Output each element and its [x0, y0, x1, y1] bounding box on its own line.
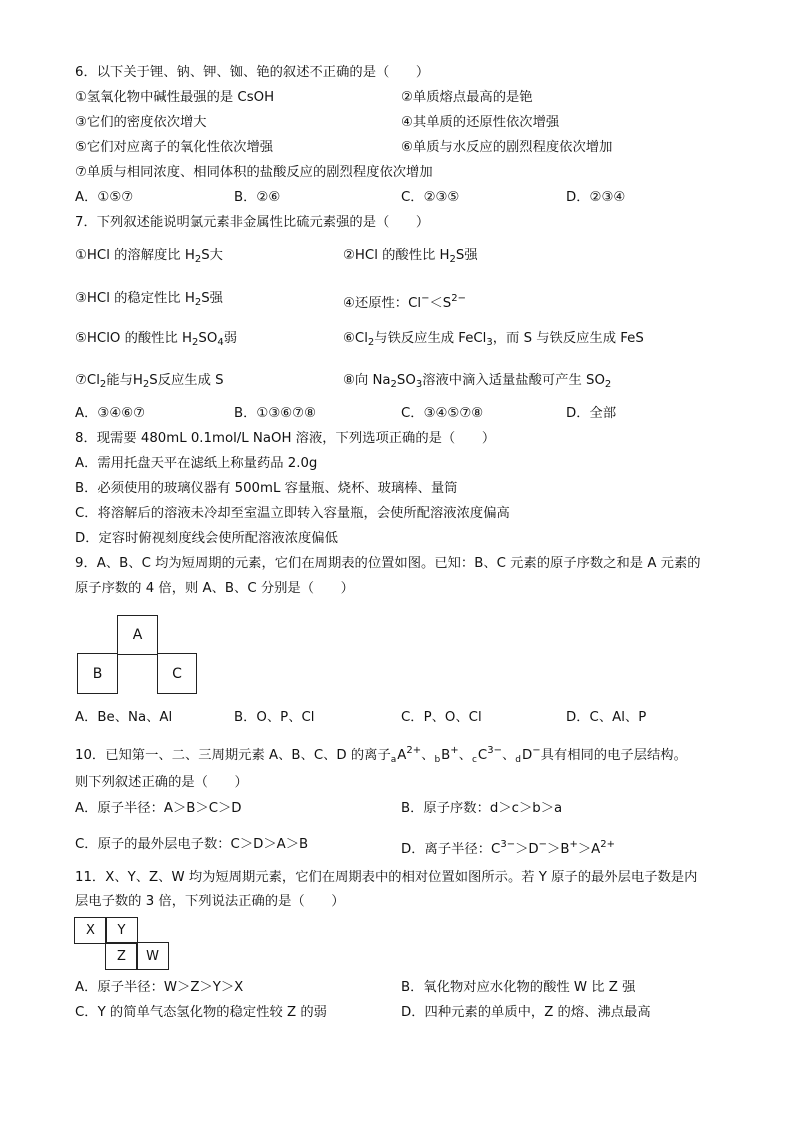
q7-stem: 7．下列叙述能说明氯元素非金属性比硫元素强的是（ ）	[75, 215, 430, 230]
q11-stem-line-2: 层电子数的 3 倍，下列说法正确的是（ ）	[75, 894, 345, 909]
q9-option-a[interactable]: A．Be、Na、Al	[75, 710, 173, 725]
q9-option-b[interactable]: B．O、P、Cl	[234, 710, 315, 725]
q9-option-c[interactable]: C．P、O、Cl	[401, 710, 482, 725]
q7-option-b[interactable]: B．①③⑥⑦⑧	[234, 406, 317, 421]
q10-option-c[interactable]: C．原子的最外层电子数：C＞D＞A＞B	[75, 837, 309, 852]
q6-statement-6: ⑥单质与水反应的剧烈程度依次增加	[401, 140, 613, 155]
q6-statement-4: ④其单质的还原性依次增强	[401, 115, 560, 130]
q9-stem-line-2: 原子序数的 4 倍，则 A、B、C 分别是（ ）	[75, 581, 354, 596]
q8-option-c[interactable]: C．将溶解后的溶液未冷却至室温立即转入容量瓶，会使所配溶液浓度偏高	[75, 506, 510, 521]
q7-statement-2: ②HCl 的酸性比 $H_2S$强	[343, 248, 478, 265]
q8-option-a[interactable]: A．需用托盘天平在滤纸上称量药品 2.0g	[75, 456, 318, 471]
q11-option-a[interactable]: A．原子半径：W＞Z＞Y＞X	[75, 980, 244, 995]
q6-option-c[interactable]: C．②③⑤	[401, 190, 460, 205]
q6-statement-5: ⑤它们对应离子的氧化性依次增强	[75, 140, 274, 155]
q8-stem: 8．现需要 480mL 0.1mol/L NaOH 溶液，下列选项正确的是（ ）	[75, 431, 496, 446]
q11-stem-line-1: 11．X、Y、Z、W 均为短周期元素，它们在周期表中的相对位置如图所示。若 Y 原子的最外层电子数是内	[75, 870, 698, 885]
q8-option-d[interactable]: D．定容时俯视刻度线会使所配溶液浓度偏低	[75, 531, 338, 546]
q11-cell-z: Z	[105, 942, 138, 970]
q6-option-a[interactable]: A．①⑤⑦	[75, 190, 134, 205]
q11-cell-y: Y	[105, 917, 138, 944]
q6-statement-2: ②单质熔点最高的是铯	[401, 90, 533, 105]
q11-option-d[interactable]: D．四种元素的单质中，Z 的熔、沸点最高	[401, 1005, 651, 1020]
q11-cell-w: W	[136, 942, 169, 970]
q9-cell-a: A	[117, 615, 158, 655]
q11-option-b[interactable]: B．氧化物对应水化物的酸性 W 比 Z 强	[401, 980, 636, 995]
q7-statement-3: ③HCl 的稳定性比 $H_2S$强	[75, 291, 223, 308]
q10-option-b[interactable]: B．原子序数：d＞c＞b＞a	[401, 801, 563, 816]
q10-option-a[interactable]: A．原子半径：A＞B＞C＞D	[75, 801, 242, 816]
q9-stem-line-1: 9．A、B、C 均为短周期的元素，它们在周期表的位置如图。已知：B、C 元素的原子序数之和是 A 元素的	[75, 556, 701, 571]
q7-statement-6: $⑥Cl_2$与铁反应生成 FeCl$_3$，而 S 与铁反应生成 FeS	[343, 331, 644, 348]
q6-statement-7: ⑦单质与相同浓度、相同体积的盐酸反应的剧烈程度依次增加	[75, 165, 433, 180]
q10-stem-line-2: 则下列叙述正确的是（ ）	[75, 775, 248, 790]
q9-cell-b: B	[77, 653, 118, 694]
q6-option-b[interactable]: B．②⑥	[234, 190, 281, 205]
q7-option-c[interactable]: C．③④⑤⑦⑧	[401, 406, 484, 421]
q10-option-d[interactable]: D．离子半径：$C^{3-}>D^->B^+>A^{2+}$	[401, 839, 615, 857]
q6-statement-3: ③它们的密度依次增大	[75, 115, 207, 130]
q6-stem: 6．以下关于锂、钠、钾、铷、铯的叙述不正确的是（ ）	[75, 65, 430, 80]
q9-cell-c: C	[157, 653, 197, 694]
q9-option-d[interactable]: D．C、Al、P	[566, 710, 647, 725]
q6-statement-1: ①氢氧化物中碱性最强的是 CsOH	[75, 90, 275, 105]
q7-statement-5: ⑤HClO 的酸性比 $H_2SO_4$弱	[75, 331, 237, 348]
q7-statement-1: ①HCl 的溶解度比 $H_2S$大	[75, 248, 223, 265]
q8-option-b[interactable]: B．必须使用的玻璃仪器有 500mL 容量瓶、烧杯、玻璃棒、量筒	[75, 481, 458, 496]
q11-cell-x: X	[74, 917, 107, 944]
q6-option-d[interactable]: D．②③④	[566, 190, 626, 205]
q7-statement-4: ④还原性：$Cl^-<S^{2-}$	[343, 293, 466, 311]
q7-statement-7: $⑦Cl_2$能与$H_2S$反应生成 S	[75, 373, 224, 390]
q11-option-c[interactable]: C．Y 的简单气态氢化物的稳定性较 Z 的弱	[75, 1005, 327, 1020]
q7-option-a[interactable]: A．③④⑥⑦	[75, 406, 146, 421]
q7-statement-8: ⑧向 $Na_2SO_3$溶液中滴入适量盐酸可产生 $SO_2$	[343, 373, 612, 390]
q7-option-d[interactable]: D．全部	[566, 406, 617, 421]
q10-stem-line-1: 10．已知第一、二、三周期元素 A、B、C、D 的离子$_aA^{2+}$、$_b$B+、$_cC^{3-}$、$_d$D−具有相同的电子层结构。	[75, 745, 687, 765]
